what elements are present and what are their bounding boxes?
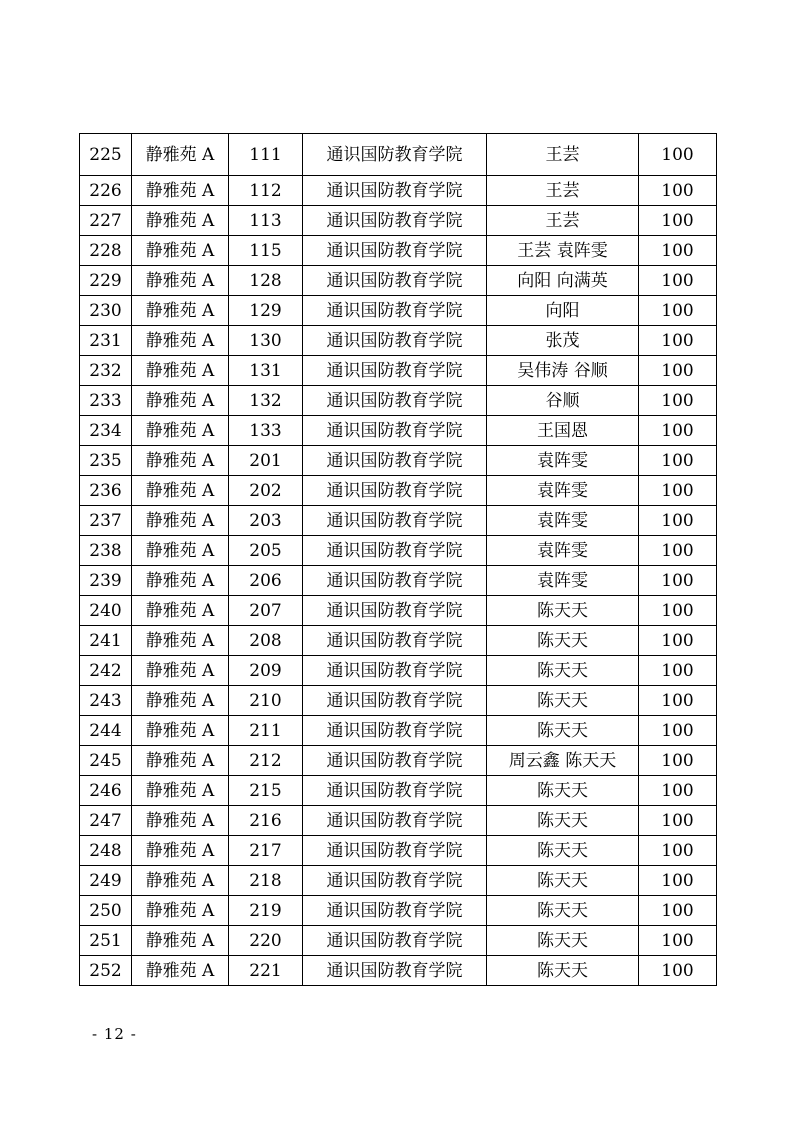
row-number-cell: 247	[80, 806, 132, 836]
row-number-cell: 244	[80, 716, 132, 746]
college-cell: 通识国防教育学院	[303, 356, 487, 386]
room-number-cell: 130	[229, 326, 303, 356]
table-row	[80, 926, 717, 956]
building-cell: 静雅苑 A	[132, 896, 229, 926]
table-row	[80, 176, 717, 206]
tutor-cell: 陈天天	[487, 836, 639, 866]
room-number-cell: 221	[229, 956, 303, 986]
table-row	[80, 326, 717, 356]
row-number-cell: 242	[80, 656, 132, 686]
score-cell: 100	[639, 476, 717, 506]
tutor-cell: 王芸	[487, 176, 639, 206]
score-cell: 100	[639, 836, 717, 866]
table-row	[80, 626, 717, 656]
college-cell: 通识国防教育学院	[303, 236, 487, 266]
tutor-cell: 陈天天	[487, 896, 639, 926]
table-row	[80, 896, 717, 926]
row-number-cell: 250	[80, 896, 132, 926]
row-number-cell: 238	[80, 536, 132, 566]
row-number-cell: 246	[80, 776, 132, 806]
row-number-cell: 225	[80, 134, 132, 176]
building-cell: 静雅苑 A	[132, 206, 229, 236]
table-row	[80, 866, 717, 896]
table-row	[80, 236, 717, 266]
college-cell: 通识国防教育学院	[303, 536, 487, 566]
score-cell: 100	[639, 956, 717, 986]
tutor-cell: 王芸	[487, 206, 639, 236]
college-cell: 通识国防教育学院	[303, 686, 487, 716]
college-cell: 通识国防教育学院	[303, 746, 487, 776]
college-cell: 通识国防教育学院	[303, 656, 487, 686]
college-cell: 通识国防教育学院	[303, 866, 487, 896]
college-cell: 通识国防教育学院	[303, 716, 487, 746]
room-number-cell: 218	[229, 866, 303, 896]
score-cell: 100	[639, 686, 717, 716]
row-number-cell: 231	[80, 326, 132, 356]
room-number-cell: 211	[229, 716, 303, 746]
building-cell: 静雅苑 A	[132, 536, 229, 566]
score-cell: 100	[639, 326, 717, 356]
tutor-cell: 王芸	[487, 134, 639, 176]
room-number-cell: 113	[229, 206, 303, 236]
room-number-cell: 112	[229, 176, 303, 206]
tutor-cell: 陈天天	[487, 806, 639, 836]
college-cell: 通识国防教育学院	[303, 566, 487, 596]
score-cell: 100	[639, 866, 717, 896]
tutor-cell: 陈天天	[487, 776, 639, 806]
tutor-cell: 陈天天	[487, 956, 639, 986]
table-row	[80, 536, 717, 566]
college-cell: 通识国防教育学院	[303, 836, 487, 866]
score-cell: 100	[639, 416, 717, 446]
row-number-cell: 227	[80, 206, 132, 236]
college-cell: 通识国防教育学院	[303, 134, 487, 176]
college-cell: 通识国防教育学院	[303, 596, 487, 626]
table-row	[80, 356, 717, 386]
college-cell: 通识国防教育学院	[303, 476, 487, 506]
tutor-cell: 张茂	[487, 326, 639, 356]
table-row	[80, 776, 717, 806]
building-cell: 静雅苑 A	[132, 476, 229, 506]
building-cell: 静雅苑 A	[132, 356, 229, 386]
row-number-cell: 240	[80, 596, 132, 626]
room-number-cell: 133	[229, 416, 303, 446]
row-number-cell: 236	[80, 476, 132, 506]
room-number-cell: 217	[229, 836, 303, 866]
table-row	[80, 836, 717, 866]
table-row	[80, 506, 717, 536]
building-cell: 静雅苑 A	[132, 134, 229, 176]
tutor-cell: 袁阵雯	[487, 476, 639, 506]
building-cell: 静雅苑 A	[132, 686, 229, 716]
table-body	[80, 134, 717, 986]
row-number-cell: 249	[80, 866, 132, 896]
room-number-cell: 212	[229, 746, 303, 776]
room-number-cell: 201	[229, 446, 303, 476]
tutor-cell: 袁阵雯	[487, 446, 639, 476]
building-cell: 静雅苑 A	[132, 326, 229, 356]
table-row	[80, 266, 717, 296]
row-number-cell: 226	[80, 176, 132, 206]
college-cell: 通识国防教育学院	[303, 506, 487, 536]
tutor-cell: 向阳	[487, 296, 639, 326]
score-cell: 100	[639, 806, 717, 836]
score-cell: 100	[639, 446, 717, 476]
score-cell: 100	[639, 566, 717, 596]
row-number-cell: 243	[80, 686, 132, 716]
room-number-cell: 131	[229, 356, 303, 386]
table-row	[80, 206, 717, 236]
table-row	[80, 134, 717, 176]
tutor-cell: 袁阵雯	[487, 506, 639, 536]
building-cell: 静雅苑 A	[132, 926, 229, 956]
table-row	[80, 746, 717, 776]
table-row	[80, 806, 717, 836]
row-number-cell: 232	[80, 356, 132, 386]
dormitory-score-table	[79, 133, 717, 986]
building-cell: 静雅苑 A	[132, 746, 229, 776]
tutor-cell: 吴伟涛 谷顺	[487, 356, 639, 386]
building-cell: 静雅苑 A	[132, 266, 229, 296]
score-cell: 100	[639, 896, 717, 926]
college-cell: 通识国防教育学院	[303, 896, 487, 926]
college-cell: 通识国防教育学院	[303, 386, 487, 416]
tutor-cell: 陈天天	[487, 626, 639, 656]
building-cell: 静雅苑 A	[132, 806, 229, 836]
table-row	[80, 716, 717, 746]
score-cell: 100	[639, 176, 717, 206]
building-cell: 静雅苑 A	[132, 446, 229, 476]
score-cell: 100	[639, 776, 717, 806]
row-number-cell: 237	[80, 506, 132, 536]
college-cell: 通识国防教育学院	[303, 926, 487, 956]
building-cell: 静雅苑 A	[132, 656, 229, 686]
college-cell: 通识国防教育学院	[303, 206, 487, 236]
tutor-cell: 陈天天	[487, 656, 639, 686]
tutor-cell: 陈天天	[487, 866, 639, 896]
building-cell: 静雅苑 A	[132, 836, 229, 866]
room-number-cell: 216	[229, 806, 303, 836]
room-number-cell: 132	[229, 386, 303, 416]
row-number-cell: 233	[80, 386, 132, 416]
building-cell: 静雅苑 A	[132, 296, 229, 326]
college-cell: 通识国防教育学院	[303, 326, 487, 356]
score-cell: 100	[639, 266, 717, 296]
table-row	[80, 956, 717, 986]
tutor-cell: 袁阵雯	[487, 566, 639, 596]
row-number-cell: 241	[80, 626, 132, 656]
row-number-cell: 248	[80, 836, 132, 866]
score-cell: 100	[639, 386, 717, 416]
table-row	[80, 296, 717, 326]
building-cell: 静雅苑 A	[132, 956, 229, 986]
score-cell: 100	[639, 626, 717, 656]
row-number-cell: 245	[80, 746, 132, 776]
building-cell: 静雅苑 A	[132, 626, 229, 656]
college-cell: 通识国防教育学院	[303, 446, 487, 476]
table-row	[80, 566, 717, 596]
tutor-cell: 陈天天	[487, 926, 639, 956]
building-cell: 静雅苑 A	[132, 716, 229, 746]
room-number-cell: 202	[229, 476, 303, 506]
room-number-cell: 220	[229, 926, 303, 956]
score-cell: 100	[639, 506, 717, 536]
building-cell: 静雅苑 A	[132, 776, 229, 806]
table-row	[80, 476, 717, 506]
college-cell: 通识国防教育学院	[303, 626, 487, 656]
room-number-cell: 203	[229, 506, 303, 536]
building-cell: 静雅苑 A	[132, 416, 229, 446]
score-cell: 100	[639, 716, 717, 746]
tutor-cell: 谷顺	[487, 386, 639, 416]
room-number-cell: 209	[229, 656, 303, 686]
room-number-cell: 129	[229, 296, 303, 326]
room-number-cell: 215	[229, 776, 303, 806]
college-cell: 通识国防教育学院	[303, 956, 487, 986]
building-cell: 静雅苑 A	[132, 386, 229, 416]
score-cell: 100	[639, 926, 717, 956]
tutor-cell: 陈天天	[487, 596, 639, 626]
table-row	[80, 386, 717, 416]
row-number-cell: 251	[80, 926, 132, 956]
page-number: - 12 -	[92, 1025, 137, 1043]
tutor-cell: 王国恩	[487, 416, 639, 446]
college-cell: 通识国防教育学院	[303, 806, 487, 836]
tutor-cell: 周云鑫 陈天天	[487, 746, 639, 776]
room-number-cell: 205	[229, 536, 303, 566]
table-row	[80, 596, 717, 626]
college-cell: 通识国防教育学院	[303, 176, 487, 206]
score-cell: 100	[639, 746, 717, 776]
room-number-cell: 219	[229, 896, 303, 926]
room-number-cell: 208	[229, 626, 303, 656]
college-cell: 通识国防教育学院	[303, 266, 487, 296]
table-row	[80, 656, 717, 686]
building-cell: 静雅苑 A	[132, 236, 229, 266]
score-cell: 100	[639, 596, 717, 626]
row-number-cell: 252	[80, 956, 132, 986]
table-row	[80, 416, 717, 446]
row-number-cell: 234	[80, 416, 132, 446]
room-number-cell: 206	[229, 566, 303, 596]
college-cell: 通识国防教育学院	[303, 776, 487, 806]
room-number-cell: 207	[229, 596, 303, 626]
score-cell: 100	[639, 656, 717, 686]
row-number-cell: 228	[80, 236, 132, 266]
building-cell: 静雅苑 A	[132, 176, 229, 206]
tutor-cell: 王芸 袁阵雯	[487, 236, 639, 266]
tutor-cell: 向阳 向满英	[487, 266, 639, 296]
score-cell: 100	[639, 536, 717, 566]
row-number-cell: 235	[80, 446, 132, 476]
building-cell: 静雅苑 A	[132, 596, 229, 626]
tutor-cell: 陈天天	[487, 686, 639, 716]
score-cell: 100	[639, 206, 717, 236]
building-cell: 静雅苑 A	[132, 866, 229, 896]
tutor-cell: 陈天天	[487, 716, 639, 746]
college-cell: 通识国防教育学院	[303, 296, 487, 326]
room-number-cell: 210	[229, 686, 303, 716]
room-number-cell: 128	[229, 266, 303, 296]
score-cell: 100	[639, 236, 717, 266]
tutor-cell: 袁阵雯	[487, 536, 639, 566]
score-cell: 100	[639, 356, 717, 386]
score-cell: 100	[639, 296, 717, 326]
building-cell: 静雅苑 A	[132, 506, 229, 536]
score-cell: 100	[639, 134, 717, 176]
row-number-cell: 230	[80, 296, 132, 326]
college-cell: 通识国防教育学院	[303, 416, 487, 446]
room-number-cell: 115	[229, 236, 303, 266]
row-number-cell: 239	[80, 566, 132, 596]
table-row	[80, 446, 717, 476]
table-row	[80, 686, 717, 716]
row-number-cell: 229	[80, 266, 132, 296]
building-cell: 静雅苑 A	[132, 566, 229, 596]
room-number-cell: 111	[229, 134, 303, 176]
